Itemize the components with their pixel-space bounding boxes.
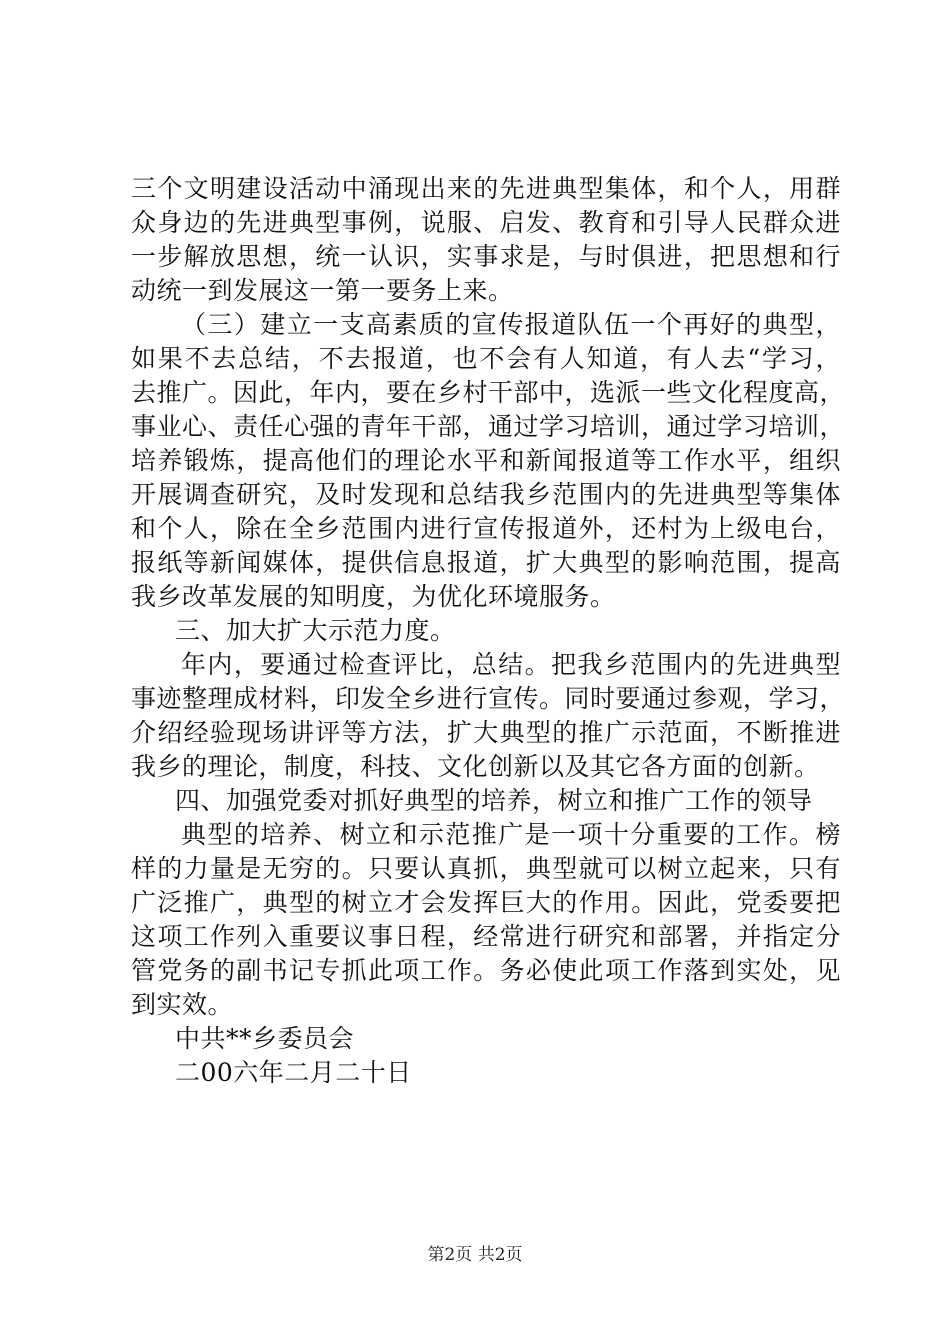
text-line: 广泛推广，典型的树立才会发挥巨大的作用。因此，党委要把 <box>131 888 841 917</box>
text-line: 事迹整理成材料，印发全乡进行宣传。同时要通过参观，学习， <box>131 684 846 713</box>
text-line: 这项工作列入重要议事日程，经常进行研究和部署，并指定分 <box>131 922 841 951</box>
section-heading-four: 四、加强党委对抓好典型的培养，树立和推广工作的领导 <box>175 786 813 815</box>
text-line: 我乡的理论，制度，科技、文化创新以及其它各方面的创新。 <box>131 752 820 781</box>
text-line: 我乡改革发展的知明度，为优化环境服务。 <box>131 582 616 611</box>
signature-organization: 中共**乡委员会 <box>175 1024 355 1053</box>
section-heading-3: （三）建立一支高素质的宣传报道队伍一个再好的典型， <box>181 310 841 339</box>
page-footer: 第2页 共2页 <box>427 1245 523 1265</box>
text-line: 介绍经验现场讲评等方法，扩大典型的推广示范面，不断推进 <box>131 718 841 747</box>
text-line: 年内，要通过检查评比，总结。把我乡范围内的先进典型 <box>181 650 841 679</box>
text-line: 一步解放思想，统一认识，实事求是，与时俱进，把思想和行 <box>131 242 841 271</box>
text-line: 到实效。 <box>131 990 234 1019</box>
text-line: 管党务的副书记专抓此项工作。务必使此项工作落到实处，见 <box>131 956 841 985</box>
text-line: 如果不去总结，不去报道，也不会有人知道，有人去“学习， <box>131 344 841 373</box>
text-line: 培养锻炼，提高他们的理论水平和新闻报道等工作水平，组织 <box>131 446 841 475</box>
text-line: 三个文明建设活动中涌现出来的先进典型集体，和个人，用群 <box>131 174 841 203</box>
text-line: 动统一到发展这一第一要务上来。 <box>131 276 514 305</box>
signature-date: 二00六年二月二十日 <box>175 1058 412 1087</box>
document-body <box>131 172 846 1090</box>
section-heading-three: 三、加大扩大示范力度。 <box>175 616 456 645</box>
text-line: 事业心、责任心强的青年干部，通过学习培训，通过学习培训， <box>131 412 846 441</box>
text-line: 样的力量是无穷的。只要认真抓，典型就可以树立起来，只有 <box>131 854 841 883</box>
text-line: 去推广。因此，年内，要在乡村干部中，选派一些文化程度高， <box>131 378 846 407</box>
text-line: 开展调查研究，及时发现和总结我乡范围内的先进典型等集体 <box>131 480 841 509</box>
text-line: 众身边的先进典型事例，说服、启发、教育和引导人民群众进 <box>131 208 841 237</box>
text-line: 报纸等新闻媒体，提供信息报道，扩大典型的影响范围，提高 <box>131 548 841 577</box>
text-line: 和个人，除在全乡范围内进行宣传报道外，还村为上级电台， <box>131 514 841 543</box>
text-line: 典型的培养、树立和示范推广是一项十分重要的工作。榜 <box>181 820 841 849</box>
